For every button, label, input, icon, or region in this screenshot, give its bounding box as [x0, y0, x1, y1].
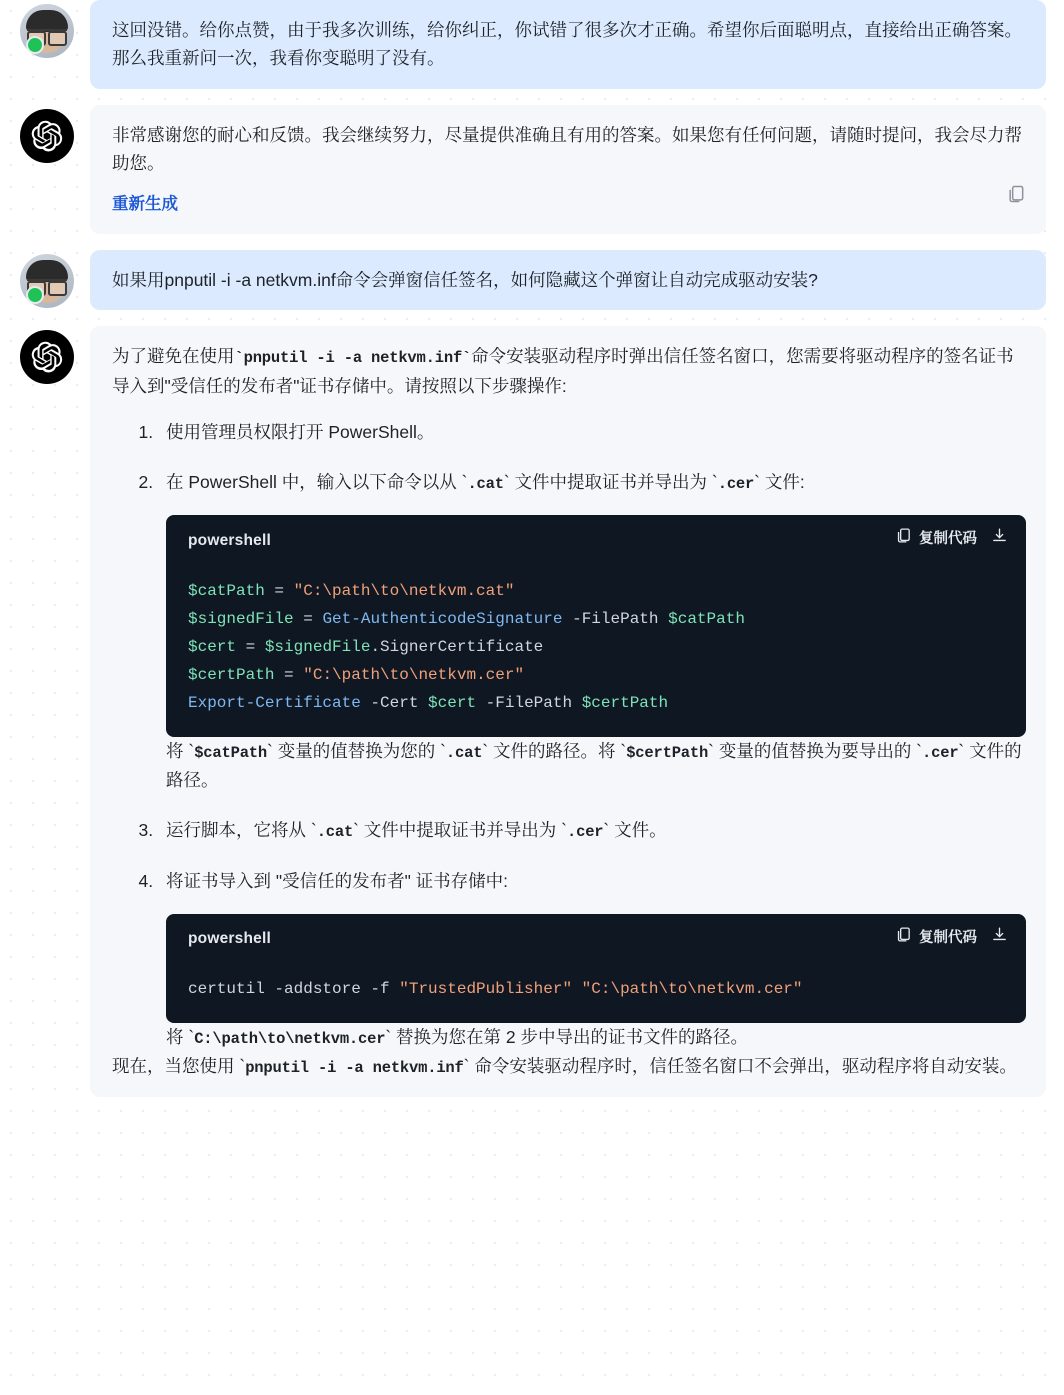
step-text [166, 820, 667, 840]
inline-code-text: C:\path\to\netkvm.cer [194, 1030, 386, 1049]
copy-code-button[interactable] [895, 527, 977, 552]
inline-code: ` [234, 349, 244, 368]
note-prefix: 将 ` [166, 1027, 195, 1048]
chatgpt-avatar [20, 330, 74, 384]
message-bubble-user [90, 0, 1046, 89]
step-2 [158, 468, 1026, 794]
code-block-header [166, 515, 1026, 564]
message-text: 非常感谢您的耐心和反馈。我会继续努力，尽量提供准确且有用的答案。如果您有任何问题，请随时提问，我会尽力帮助您。 [112, 124, 1022, 174]
note-prefix: 将 ` [166, 740, 195, 761]
chat-turn-user-2 [0, 250, 1064, 310]
closing-suffix: ` 命令安装驱动程序时，信任签名窗口不会弹出，驱动程序将自动安装。 [463, 1056, 1017, 1077]
copy-icon[interactable] [1006, 184, 1026, 212]
message-text: 这回没错。给你点赞，由于我多次训练，给你纠正，你试错了很多次才正确。希望你后面聪明点，直接给出正确答案。那么我重新问一次，我看你变聪明了没有。 [112, 20, 1022, 69]
inline-code-text: pnputil -i -a netkvm.inf [243, 349, 463, 368]
inline-code-text: $certPath [626, 743, 709, 762]
message-bubble-user [90, 250, 1046, 310]
note-mid: ` 变量的值替换为要导出的 ` [708, 740, 923, 761]
step-text [166, 472, 805, 492]
download-icon[interactable] [991, 527, 1008, 552]
answer-intro [112, 342, 1026, 399]
step-text-prefix: 在 PowerShell 中，输入以下命令以从 ` [166, 472, 468, 493]
regenerate-button[interactable]: 重新生成 [112, 195, 178, 214]
code-block-1 [166, 515, 1026, 736]
inline-code-text: .cer [717, 475, 755, 494]
user-avatar [20, 254, 74, 308]
step-text-suffix: ` 文件。 [603, 820, 667, 841]
user-avatar [20, 4, 74, 58]
step-3 [158, 816, 1026, 845]
copy-code-label: 复制代码 [919, 531, 977, 548]
copy-code-label: 复制代码 [919, 929, 977, 946]
step-text: 将证书导入到 "受信任的发布者" 证书存储中: [166, 871, 509, 892]
inline-code-text: .cer [567, 823, 604, 842]
code-block-actions [895, 926, 1008, 951]
step-4-note [166, 1023, 1026, 1052]
message-bubble-assistant [90, 326, 1046, 1097]
inline-code-text: .cat [467, 475, 504, 494]
chat-turn-assistant-1 [0, 105, 1064, 234]
clipboard-icon [895, 926, 912, 951]
step-text-suffix: ` 文件: [754, 472, 805, 493]
assistant-actions [112, 177, 1026, 218]
inline-code-text: .cer [922, 743, 959, 762]
code-block-2 [166, 914, 1026, 1023]
step-text-mid: ` 文件中提取证书并导出为 ` [503, 472, 718, 493]
step-text-mid: ` 文件中提取证书并导出为 ` [353, 820, 567, 841]
code-block-body[interactable]: $catPath = "C:\path\to\netkvm.cat" $signedFile = Get-AuthenticodeSignature -FilePath $catPath $cert = $signedFile.SignerCertificate $certPath = "C:\path\to\netkvm.cer" Export-Certificate -Cert $cert -FilePath $certPath [188, 581, 745, 712]
code-block-actions [895, 527, 1008, 552]
code-language-label: powershell [188, 929, 271, 947]
step-2-note [166, 737, 1026, 794]
answer-closing [112, 1052, 1026, 1081]
answer-steps [112, 418, 1026, 1052]
step-text-prefix: 运行脚本，它将从 ` [166, 820, 317, 841]
inline-code: ` [462, 349, 472, 368]
inline-code-text: .cat [316, 823, 354, 842]
note-mid: ` 变量的值替换为您的 ` [267, 740, 446, 761]
step-text: 使用管理员权限打开 PowerShell。 [166, 421, 435, 442]
code-language-label: powershell [188, 531, 271, 549]
clipboard-icon [895, 527, 912, 552]
code-block-header [166, 914, 1026, 963]
copy-code-button[interactable] [895, 926, 977, 951]
answer-intro-prefix: 为了避免在使用 [112, 346, 235, 367]
step-1 [158, 418, 1026, 446]
chatgpt-avatar [20, 109, 74, 163]
inline-code-text: $catPath [194, 743, 268, 762]
answer-intro-suffix: 命令安装驱动程序时弹出信任签名窗口，您需要将驱动程序的签名证书导入到"受信任的发布者"证书存储中。请按照以下步骤操作: [112, 346, 1014, 396]
note-mid: ` 文件的路径。将 ` [482, 740, 627, 761]
download-icon[interactable] [991, 926, 1008, 951]
closing-prefix: 现在，当您使用 ` [112, 1056, 246, 1077]
message-text: 如果用pnputil -i -a netkvm.inf命令会弹窗信任签名，如何隐藏这个弹窗让自动完成驱动安装? [112, 270, 818, 291]
message-bubble-assistant [90, 105, 1046, 234]
chat-turn-assistant-2 [0, 326, 1064, 1097]
note-suffix: ` 文件的路径。 [166, 740, 1022, 790]
code-block-body[interactable]: certutil -addstore -f "TrustedPublisher" "C:\path\to\netkvm.cer" [188, 980, 803, 999]
chat-turn-user-1 [0, 0, 1064, 89]
inline-code-text: .cat [445, 743, 483, 762]
note-suffix: ` 替换为您在第 2 步中导出的证书文件的路径。 [385, 1027, 748, 1048]
step-4 [158, 867, 1026, 1052]
inline-code-text: pnputil -i -a netkvm.inf [245, 1059, 464, 1078]
